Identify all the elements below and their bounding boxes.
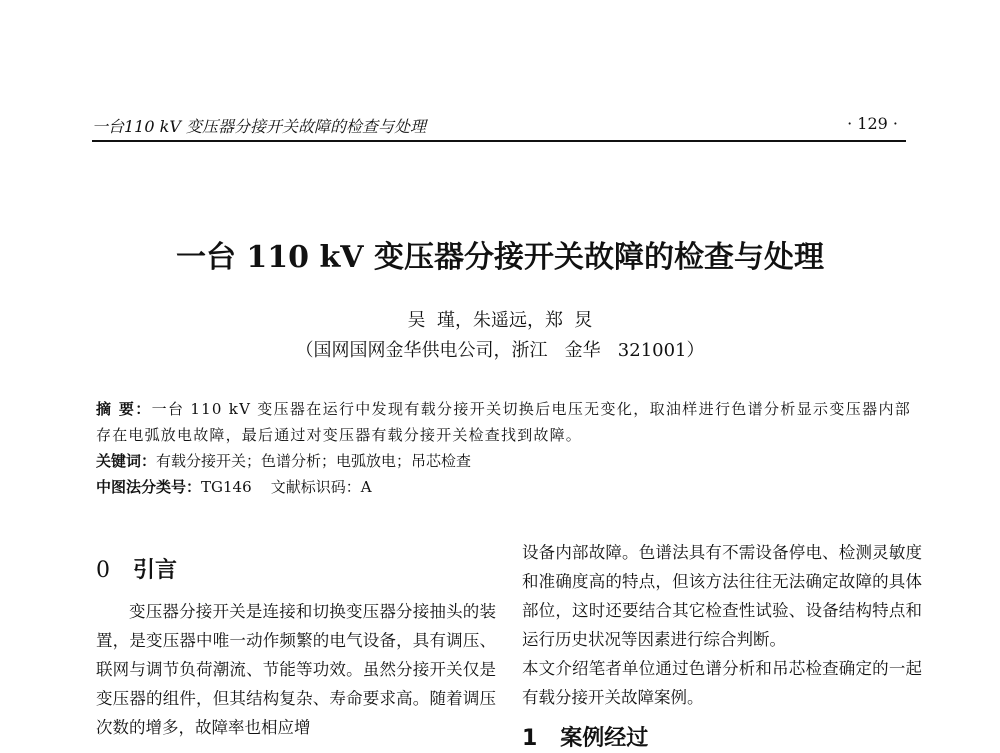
keywords-label: 关键词： [96, 452, 157, 470]
doc-code: A [360, 478, 372, 496]
running-title: 一台110 kV 变压器分接开关故障的检查与处理 [92, 117, 426, 136]
keywords-line [96, 448, 911, 474]
running-header [92, 112, 906, 142]
left-column [96, 540, 496, 742]
authors: 吴 瑾，朱遥远，郑 炅 [407, 310, 593, 331]
clc-code: TG146 [201, 478, 252, 496]
intro-paragraph: 变压器分接开关是连接和切换变压器分接抽头的装置，是变压器中唯一动作频繁的电气设备，具有调压、联网与调节负荷潮流、节能等功效。虽然分接开关仅是变压器的组件，但其结构复杂、寿命要求高。随着调压次数的增多，故障率也相应增 [96, 602, 496, 737]
section-heading-intro [96, 556, 496, 585]
abstract-block [96, 396, 911, 500]
right-paragraph-2: 本文介绍笔者单位通过色谱分析和吊芯检查确定的一起有载分接开关故障案例。 [522, 659, 922, 707]
right-column [522, 538, 922, 753]
section-number: 1 [522, 726, 538, 751]
section-heading-case [522, 724, 922, 753]
clc-label: 中图法分类号： [96, 478, 202, 496]
abstract-text: 一台 110 kV 变压器在运行中发现有载分接开关切换后电压无变化，取油样进行色谱分析显示变压器内部存在电弧放电故障，最后通过对变压器有载分接开关检查找到故障。 [96, 400, 911, 444]
doc-code-label: 文献标识码： [270, 478, 361, 496]
right-paragraph-1: 设备内部故障。色谱法具有不需设备停电、检测灵敏度和准确度高的特点，但该方法往往无法确定故障的具体部位，这时还要结合其它检查性试验、设备结构特点和运行历史状况等因素进行综合判断。 [522, 543, 922, 649]
affiliation: （国网国网金华供电公司，浙江 金华 321001） [295, 340, 705, 361]
abstract [96, 396, 911, 448]
abstract-label: 摘 要： [96, 400, 152, 418]
keywords: 有载分接开关；色谱分析；电弧放电；吊芯检查 [156, 452, 472, 470]
article-title: 一台 110 kV 变压器分接开关故障的检查与处理 [175, 240, 825, 275]
section-title: 案例经过 [560, 726, 649, 751]
classification-line [96, 474, 911, 500]
page-number: · 129 · [847, 114, 898, 133]
section-title: 引言 [132, 558, 177, 583]
section-number: 0 [96, 558, 110, 583]
